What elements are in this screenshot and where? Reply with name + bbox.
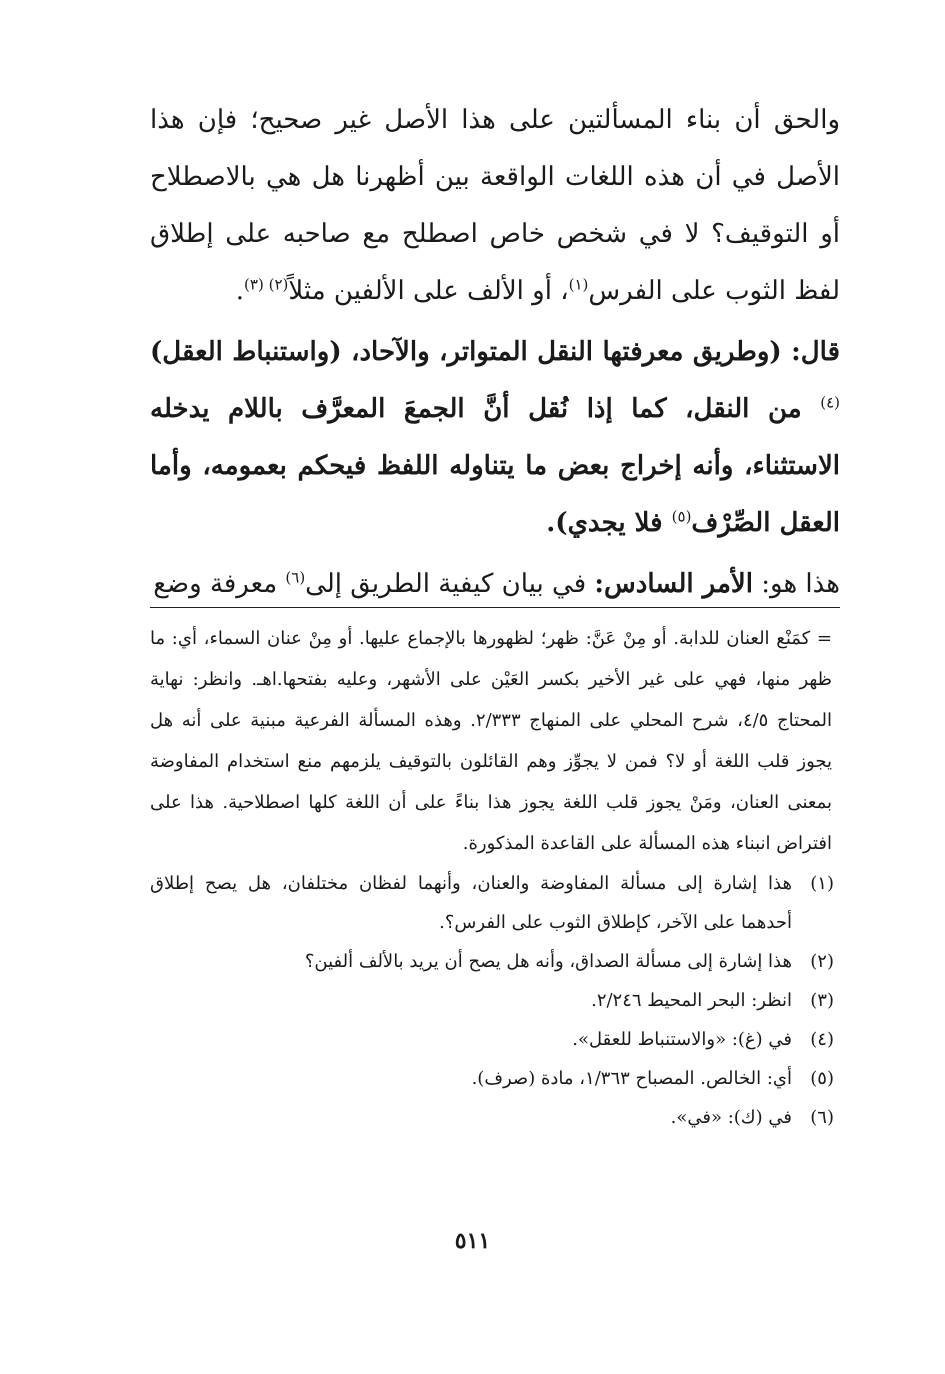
- footnote-number: (٢): [810, 951, 834, 972]
- footnote-ref-5: (٥): [671, 507, 692, 526]
- footnote-item: [150, 1059, 840, 1098]
- footnote-list: [150, 864, 840, 1137]
- footnote-number: (٦): [810, 1107, 834, 1128]
- footnote-text: هذا إشارة إلى مسألة المفاوضة والعنان، وأنهما لفظان مختلفان، هل يصح إطلاق أحدهما على الآخر، كإطلاق الثوب على الفرس؟.: [150, 873, 792, 933]
- footnote-ref-4: (٤): [820, 393, 840, 412]
- footnote-text: هذا إشارة إلى مسألة الصداق، وأنه هل يصح أن يريد بالألف ألفين؟: [304, 951, 792, 972]
- footnote-item: [150, 942, 840, 981]
- footnote-item: [150, 981, 840, 1020]
- footnote-number: (٣): [810, 990, 834, 1011]
- footnote-text: في (ك): «في».: [670, 1107, 792, 1128]
- footnote-ref-2-3: (٢) (٣): [244, 275, 289, 294]
- footnote-ref-6: (٦): [285, 568, 306, 587]
- footnote-item: [150, 864, 840, 942]
- main-text: [150, 92, 840, 613]
- footnote-number: (١): [810, 873, 834, 894]
- footnote-number: (٥): [810, 1068, 834, 1089]
- footnotes-section: [150, 618, 840, 1137]
- paragraph-1: والحق أن بناء المسألتين على هذا الأصل غير صحيح؛ فإن هذا الأصل في أن هذه اللغات الواقعة بين أظهرنا هل هي بالاصطلاح أو التوقيف؟ لا في شخص خاص اصطلح مع صاحبه على إطلاق لفظ الثوب على الفرس$^{(١)}$، أو الألف على الألفين مثلاً$^{(٢) (٣)}$.: [150, 105, 840, 306]
- footnote-ref-1: (١): [568, 275, 589, 294]
- footnote-item: [150, 1020, 840, 1059]
- footnote-item: [150, 1098, 840, 1137]
- footnote-text: أي: الخالص. المصباح ١/٣٦٣، مادة (صرف).: [471, 1068, 792, 1089]
- footnote-text: انظر: البحر المحيط ٢/٢٤٦.: [591, 990, 792, 1011]
- heading-sixth-matter: الأمر السادس:: [594, 569, 753, 599]
- footnote-number: (٤): [810, 1029, 834, 1050]
- footnote-continuation: = كمَنْع العنان للدابة. أو مِنْ عَنَّ: ظهر؛ لظهورها بالإجماع عليها. أو مِنْ عنان السماء، أي: ما ظهر منها، فهي على غير الأخير بكسر العَيْن على الأشهر، وعليه بفتحها.اهـ. وانظر: نهاية المحتاج ٤/٥، شرح المحلي على المنهاج ٢/٣٣٣. وهذه المسألة الفرعية مبنية على أنه هل يجوز قلب اللغة أو لا؟ فمن لا يجوِّز وهم القائلون بالتوقيف يلزمهم منع استخدام المفاوضة بمعنى العنان، ومَنْ يجوز قلب اللغة يجوز هذا بناءً على أن اللغة كلها اصطلاحية. هذا على افتراض انبناء هذه المسألة على القاعدة المذكورة.: [150, 628, 832, 854]
- paragraph-3: هذا هو: الأمر السادس: في بيان كيفية الطريق إلى$^{(٦)}$ معرفة وضع: [153, 568, 840, 599]
- footnote-text: في (غ): «والاستنباط للعقل».: [572, 1029, 792, 1050]
- paragraph-2-quote: قال: (وطريق معرفتها النقل المتواتر، والآحاد، (واستنباط العقل)$^{(٤)}$ من النقل، كما إذا نُقل أنَّ الجمعَ المعرَّف باللام يدخله الاستثناء، وأنه إخراج بعض ما يتناوله اللفظ فيحكم بعمومه، وأما العقل الصِّرْف$^{(٥)}$ فلا يجدي).: [150, 337, 840, 538]
- footnote-separator: [150, 607, 840, 608]
- page-number: ٥١١: [454, 1228, 491, 1254]
